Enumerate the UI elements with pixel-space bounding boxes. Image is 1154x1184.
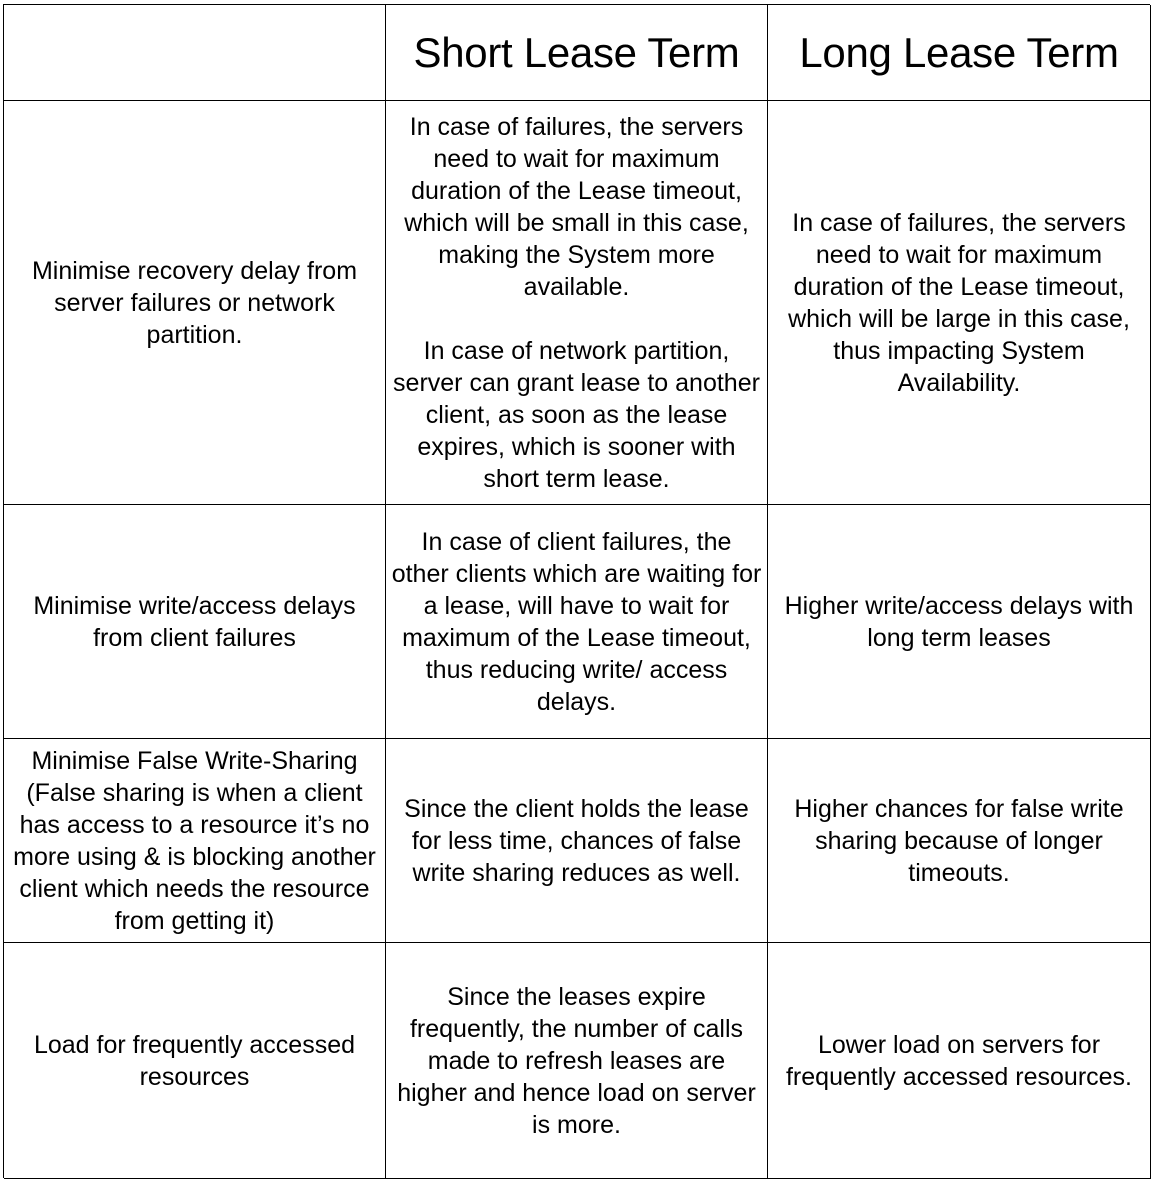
row-4-criterion — [4, 943, 386, 1179]
row-3-long-text: Higher chances for false write sharing because of longer timeouts. — [794, 794, 1124, 887]
header-short-lease-term — [386, 5, 768, 101]
row-1-criterion-text: Minimise recovery delay from server failures or network partition. — [31, 256, 358, 349]
row-1-long-text: In case of failures, the servers need to wait for maximum duration of the Lease timeout, which will be large in this case, thus impacting System Availability. — [788, 208, 1130, 397]
header-empty-cell — [4, 5, 386, 101]
row-1-long — [768, 101, 1151, 505]
row-4-short — [386, 943, 768, 1179]
row-4-long — [768, 943, 1151, 1179]
row-3-long — [768, 739, 1151, 943]
row-1-short-text-1: In case of failures, the servers need to wait for maximum duration of the Lease timeout, which will be small in this case, making the System more available. — [404, 112, 749, 301]
row-3-criterion — [4, 739, 386, 943]
comparison-table — [3, 4, 1150, 1178]
row-4-criterion-text: Load for frequently accessed resources — [33, 1030, 356, 1091]
row-2-criterion — [4, 505, 386, 739]
row-3-short-text: Since the client holds the lease for less time, chances of false write sharing reduces as well. — [404, 794, 749, 887]
row-1-short — [386, 101, 768, 505]
row-3-short — [386, 739, 768, 943]
header-short-label: Short Lease Term — [413, 28, 740, 76]
row-3-criterion-text: Minimise False Write-Sharing (False sharing is when a client has access to a resource it’s no more using & is blocking another client which needs the resource from getting it) — [13, 746, 376, 935]
row-1-short-text-2: In case of network partition, server can grant lease to another client, as soon as the lease expires, which is sooner with short term lease. — [393, 336, 760, 493]
header-long-label: Long Lease Term — [799, 28, 1119, 76]
row-4-long-text: Lower load on servers for frequently accessed resources. — [785, 1030, 1132, 1091]
row-2-long-text: Higher write/access delays with long term leases — [784, 591, 1134, 652]
row-2-criterion-text: Minimise write/access delays from client failures — [33, 591, 356, 652]
row-1-criterion — [4, 101, 386, 505]
header-long-lease-term — [768, 5, 1151, 101]
row-2-long — [768, 505, 1151, 739]
row-4-short-text: Since the leases expire frequently, the number of calls made to refresh leases are higher and hence load on server is more. — [397, 982, 756, 1139]
row-2-short — [386, 505, 768, 739]
row-2-short-text: In case of client failures, the other clients which are waiting for a lease, will have to wait for maximum of the Lease timeout, thus reducing write/ access delays. — [391, 527, 762, 716]
